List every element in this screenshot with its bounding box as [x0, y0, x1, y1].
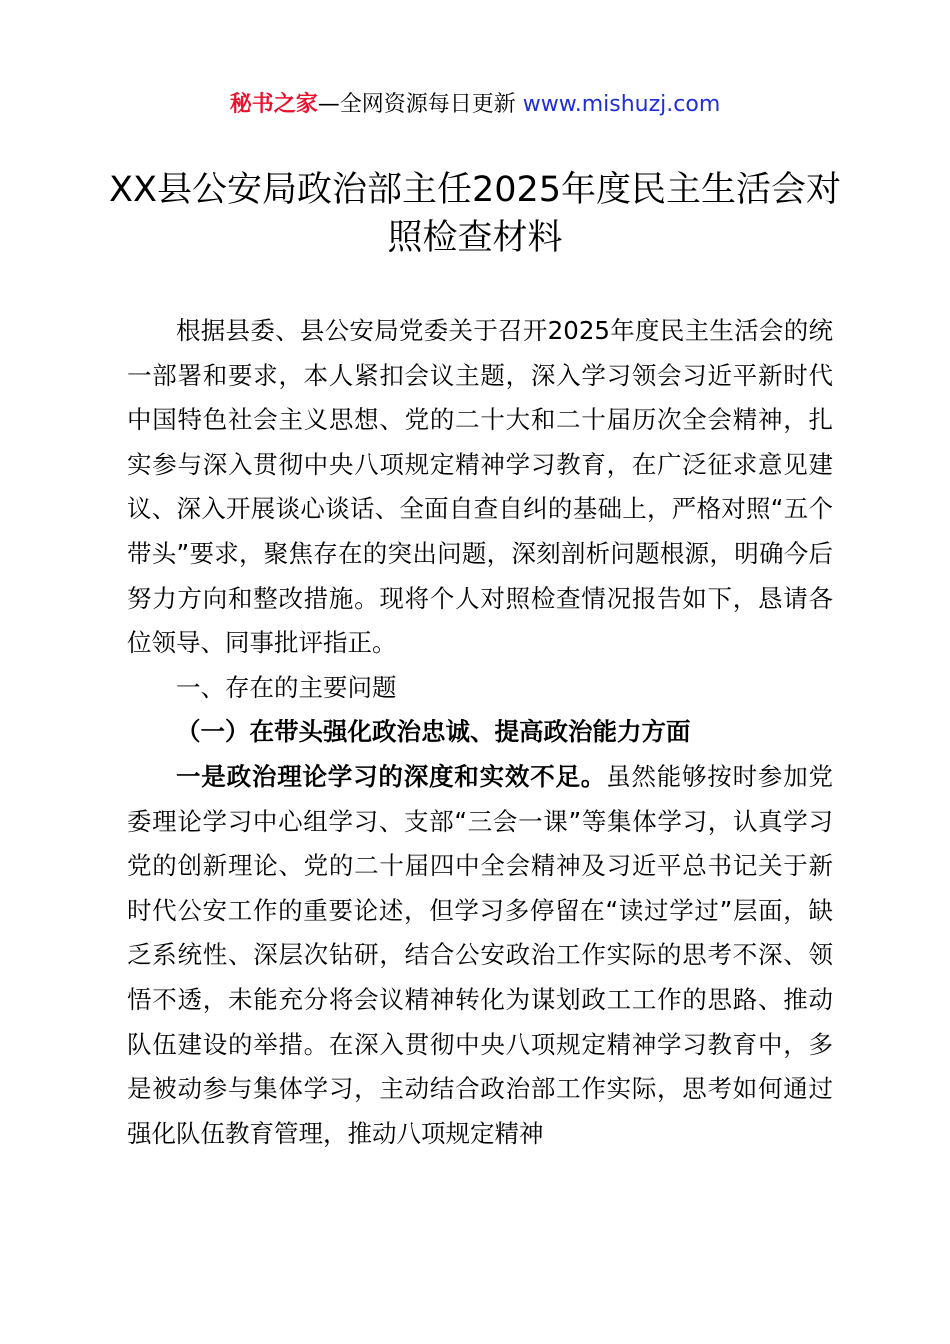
point-paragraph: [127, 755, 833, 1156]
document-title: XX县公安局政治部主任2025年度民主生活会对照检查材料: [108, 170, 842, 258]
site-url-link[interactable]: www.mishuzj.com: [522, 92, 721, 117]
point-text: 虽然能够按时参加党委理论学习中心组学习、支部“三会一课”等集体学习，认真学习党的创新理论、党的二十届四中全会精神及习近平总书记关于新时代公安工作的重要论述，但学习多停留在“读过学过”层面，缺乏系统性、深层次钻研，结合公安政治工作实际的思考不深、领悟不透，未能充分将会议精神转化为谋划政工工作的思路、推动队伍建设的举措。在深入贯彻中央八项规定精神学习教育中，多是被动参与集体学习，主动结合政治部工作实际，思考如何通过强化队伍教育管理，推动八项规定精神: [127, 761, 834, 1148]
site-slogan: —全网资源每日更新: [317, 92, 523, 117]
site-header: [0, 88, 950, 122]
brand-name: 秘书之家: [229, 92, 318, 117]
document-body: [127, 309, 833, 1156]
intro-paragraph: 根据县委、县公安局党委关于召开2025年度民主生活会的统一部署和要求，本人紧扣会议主题，深入学习领会习近平新时代中国特色社会主义思想、党的二十大和二十届历次全会精神，扎实参与深入贯彻中央八项规定精神学习教育，在广泛征求意见建议、深入开展谈心谈话、全面自查自纠的基础上，严格对照“五个带头”要求，聚焦存在的突出问题，深刻剖析问题根源，明确今后努力方向和整改措施。现将个人对照检查情况报告如下，恳请各位领导、同事批评指正。: [127, 316, 833, 658]
subsection-heading: （一）在带头强化政治忠诚、提高政治能力方面: [176, 717, 691, 747]
point-lead: 一是政治理论学习的深度和实效不足。: [176, 761, 607, 791]
section-heading: 一、存在的主要问题: [176, 672, 397, 702]
